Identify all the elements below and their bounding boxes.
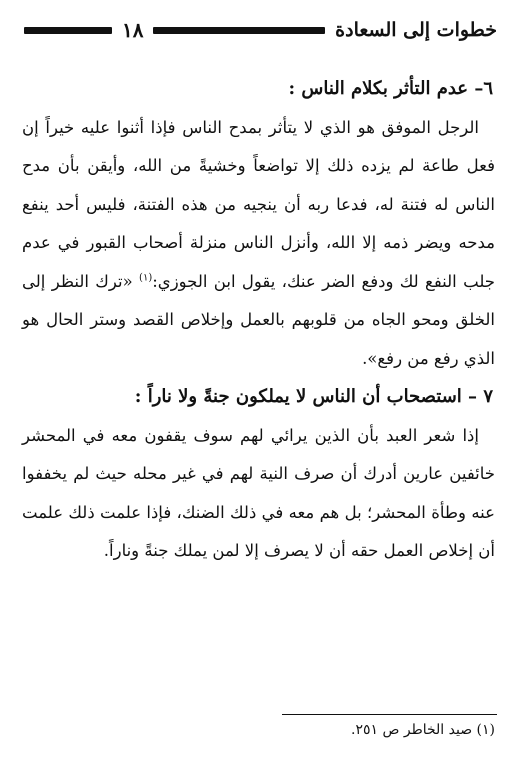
section-6-paragraph (22, 109, 495, 379)
section-6-text: الرجل الموفق هو الذي لا يتأثر بمدح الناس فإذا أثنوا عليه خيراً إن فعل طاعة لم يزده ذلك إلا تواضعاً وخشيةً من الله، وأيقن بأن مدح الناس له فتنة له، فدعا ربه أن ينجيه من هذه الفتنة، فليس أحد ينفع مدحه ويضر ذمه إلا الله، وأنزل الناس منزلة أصحاب القبور في عدم جلب النفع لك ودفع الضر عنك، يقول ابن الجوزي: (22, 117, 495, 291)
section-6-quote: «ترك النظر إلى الخلق ومحو الجاه من قلوبهم بالعمل وإخلاص القصد وستر الحال هو الذي رفع من رفع». (22, 271, 495, 368)
running-header (24, 14, 497, 46)
header-rule-end (24, 27, 112, 34)
page-body (22, 70, 495, 571)
footnote-separator (282, 714, 497, 715)
section-7-paragraph: إذا شعر العبد بأن الذين يرائي لهم سوف يقفون معه في المحشر خائفين عارين أدرك أن صرف النية لهم في غير محله حيث لم يخففوا عنه وطأة المحشر؛ بل هم معه في ذلك الضنك، فإذا علمت ذلك علمت أن إخلاص العمل حقه أن لا يصرف إلا لمن يملك جنةً وناراً. (22, 425, 495, 560)
footnote-reference: (١) (139, 272, 153, 283)
page-number: ١٨ (122, 18, 144, 42)
book-title: خطوات إلى السعادة (335, 19, 497, 41)
section-7-heading: ٧ – استصحاب أن الناس لا يملكون جنةً ولا ناراً : (134, 386, 493, 407)
header-rule (153, 27, 325, 34)
footnote: (١) صيد الخاطر ص ٢٥١. (351, 722, 495, 738)
section-6-heading: ٦– عدم التأثر بكلام الناس : (288, 78, 493, 99)
